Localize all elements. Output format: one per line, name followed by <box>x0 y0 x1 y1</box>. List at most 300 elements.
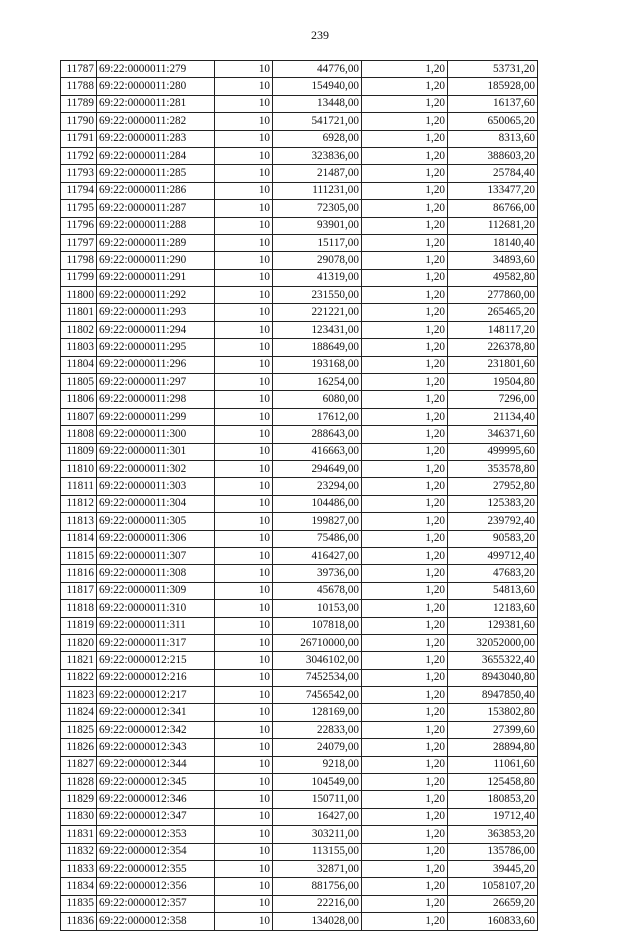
cadastral-number-cell: 69:22:0000012:216 <box>97 669 215 686</box>
row-number-cell: 11794 <box>61 182 97 199</box>
table-row <box>61 200 538 217</box>
table-body <box>61 61 538 931</box>
result-value-cell: 16137,60 <box>448 95 538 112</box>
result-value-cell: 86766,00 <box>448 200 538 217</box>
rate-cell: 10 <box>215 95 273 112</box>
coefficient-cell: 1,20 <box>362 913 448 930</box>
coefficient-cell: 1,20 <box>362 321 448 338</box>
coefficient-cell: 1,20 <box>362 582 448 599</box>
coefficient-cell: 1,20 <box>362 739 448 756</box>
coefficient-cell: 1,20 <box>362 339 448 356</box>
row-number-cell: 11804 <box>61 356 97 373</box>
rate-cell: 10 <box>215 304 273 321</box>
cadastral-number-cell: 69:22:0000011:299 <box>97 408 215 425</box>
coefficient-cell: 1,20 <box>362 826 448 843</box>
cadastral-value-cell: 44776,00 <box>273 61 362 78</box>
cadastral-number-cell: 69:22:0000012:346 <box>97 791 215 808</box>
result-value-cell: 160833,60 <box>448 913 538 930</box>
row-number-cell: 11795 <box>61 200 97 217</box>
result-value-cell: 129381,60 <box>448 617 538 634</box>
cadastral-value-cell: 7456542,00 <box>273 687 362 704</box>
coefficient-cell: 1,20 <box>362 408 448 425</box>
coefficient-cell: 1,20 <box>362 513 448 530</box>
coefficient-cell: 1,20 <box>362 652 448 669</box>
rate-cell: 10 <box>215 78 273 95</box>
coefficient-cell: 1,20 <box>362 304 448 321</box>
table-row <box>61 669 538 686</box>
cadastral-number-cell: 69:22:0000011:293 <box>97 304 215 321</box>
cadastral-number-cell: 69:22:0000011:282 <box>97 113 215 130</box>
result-value-cell: 1058107,20 <box>448 878 538 895</box>
land-value-table <box>60 60 538 931</box>
result-value-cell: 277860,00 <box>448 287 538 304</box>
coefficient-cell: 1,20 <box>362 460 448 477</box>
result-value-cell: 34893,60 <box>448 252 538 269</box>
table-row <box>61 165 538 182</box>
result-value-cell: 28894,80 <box>448 739 538 756</box>
result-value-cell: 226378,80 <box>448 339 538 356</box>
table-row <box>61 878 538 895</box>
table-row <box>61 234 538 251</box>
table-row <box>61 426 538 443</box>
result-value-cell: 353578,80 <box>448 460 538 477</box>
row-number-cell: 11814 <box>61 530 97 547</box>
rate-cell: 10 <box>215 878 273 895</box>
rate-cell: 10 <box>215 860 273 877</box>
cadastral-number-cell: 69:22:0000011:309 <box>97 582 215 599</box>
row-number-cell: 11823 <box>61 687 97 704</box>
cadastral-number-cell: 69:22:0000011:291 <box>97 269 215 286</box>
row-number-cell: 11792 <box>61 147 97 164</box>
result-value-cell: 90583,20 <box>448 530 538 547</box>
table-row <box>61 634 538 651</box>
rate-cell: 10 <box>215 147 273 164</box>
result-value-cell: 185928,00 <box>448 78 538 95</box>
coefficient-cell: 1,20 <box>362 843 448 860</box>
cadastral-value-cell: 193168,00 <box>273 356 362 373</box>
row-number-cell: 11801 <box>61 304 97 321</box>
coefficient-cell: 1,20 <box>362 791 448 808</box>
row-number-cell: 11835 <box>61 895 97 912</box>
rate-cell: 10 <box>215 408 273 425</box>
cadastral-value-cell: 93901,00 <box>273 217 362 234</box>
cadastral-number-cell: 69:22:0000011:311 <box>97 617 215 634</box>
table-row <box>61 130 538 147</box>
row-number-cell: 11829 <box>61 791 97 808</box>
table-row <box>61 78 538 95</box>
result-value-cell: 8943040,80 <box>448 669 538 686</box>
coefficient-cell: 1,20 <box>362 565 448 582</box>
result-value-cell: 18140,40 <box>448 234 538 251</box>
rate-cell: 10 <box>215 687 273 704</box>
cadastral-number-cell: 69:22:0000011:308 <box>97 565 215 582</box>
coefficient-cell: 1,20 <box>362 165 448 182</box>
coefficient-cell: 1,20 <box>362 95 448 112</box>
result-value-cell: 231801,60 <box>448 356 538 373</box>
rate-cell: 10 <box>215 374 273 391</box>
table-row <box>61 182 538 199</box>
result-value-cell: 135786,00 <box>448 843 538 860</box>
rate-cell: 10 <box>215 791 273 808</box>
cadastral-value-cell: 123431,00 <box>273 321 362 338</box>
table-row <box>61 565 538 582</box>
coefficient-cell: 1,20 <box>362 443 448 460</box>
table-row <box>61 721 538 738</box>
table-row <box>61 756 538 773</box>
rate-cell: 10 <box>215 530 273 547</box>
table-row <box>61 339 538 356</box>
cadastral-value-cell: 13448,00 <box>273 95 362 112</box>
coefficient-cell: 1,20 <box>362 147 448 164</box>
cadastral-value-cell: 113155,00 <box>273 843 362 860</box>
cadastral-value-cell: 288643,00 <box>273 426 362 443</box>
cadastral-value-cell: 23294,00 <box>273 478 362 495</box>
cadastral-value-cell: 3046102,00 <box>273 652 362 669</box>
cadastral-number-cell: 69:22:0000011:304 <box>97 495 215 512</box>
rate-cell: 10 <box>215 652 273 669</box>
result-value-cell: 19504,80 <box>448 374 538 391</box>
coefficient-cell: 1,20 <box>362 721 448 738</box>
coefficient-cell: 1,20 <box>362 356 448 373</box>
table-row <box>61 495 538 512</box>
coefficient-cell: 1,20 <box>362 774 448 791</box>
cadastral-number-cell: 69:22:0000011:288 <box>97 217 215 234</box>
cadastral-number-cell: 69:22:0000011:307 <box>97 547 215 564</box>
row-number-cell: 11836 <box>61 913 97 930</box>
coefficient-cell: 1,20 <box>362 426 448 443</box>
cadastral-number-cell: 69:22:0000011:280 <box>97 78 215 95</box>
cadastral-value-cell: 231550,00 <box>273 287 362 304</box>
cadastral-number-cell: 69:22:0000011:317 <box>97 634 215 651</box>
row-number-cell: 11805 <box>61 374 97 391</box>
rate-cell: 10 <box>215 321 273 338</box>
row-number-cell: 11791 <box>61 130 97 147</box>
cadastral-value-cell: 22833,00 <box>273 721 362 738</box>
rate-cell: 10 <box>215 391 273 408</box>
rate-cell: 10 <box>215 704 273 721</box>
table-row <box>61 408 538 425</box>
cadastral-value-cell: 128169,00 <box>273 704 362 721</box>
rate-cell: 10 <box>215 252 273 269</box>
cadastral-number-cell: 69:22:0000011:297 <box>97 374 215 391</box>
row-number-cell: 11817 <box>61 582 97 599</box>
coefficient-cell: 1,20 <box>362 200 448 217</box>
cadastral-value-cell: 22216,00 <box>273 895 362 912</box>
cadastral-value-cell: 294649,00 <box>273 460 362 477</box>
cadastral-value-cell: 75486,00 <box>273 530 362 547</box>
cadastral-value-cell: 107818,00 <box>273 617 362 634</box>
rate-cell: 10 <box>215 460 273 477</box>
row-number-cell: 11809 <box>61 443 97 460</box>
cadastral-number-cell: 69:22:0000011:289 <box>97 234 215 251</box>
rate-cell: 10 <box>215 895 273 912</box>
row-number-cell: 11810 <box>61 460 97 477</box>
result-value-cell: 54813,60 <box>448 582 538 599</box>
cadastral-value-cell: 41319,00 <box>273 269 362 286</box>
table-row <box>61 478 538 495</box>
cadastral-number-cell: 69:22:0000011:295 <box>97 339 215 356</box>
row-number-cell: 11802 <box>61 321 97 338</box>
row-number-cell: 11799 <box>61 269 97 286</box>
table-row <box>61 443 538 460</box>
cadastral-number-cell: 69:22:0000011:292 <box>97 287 215 304</box>
table-row <box>61 808 538 825</box>
row-number-cell: 11798 <box>61 252 97 269</box>
row-number-cell: 11787 <box>61 61 97 78</box>
cadastral-number-cell: 69:22:0000011:310 <box>97 600 215 617</box>
coefficient-cell: 1,20 <box>362 634 448 651</box>
cadastral-value-cell: 16427,00 <box>273 808 362 825</box>
result-value-cell: 3655322,40 <box>448 652 538 669</box>
row-number-cell: 11807 <box>61 408 97 425</box>
result-value-cell: 19712,40 <box>448 808 538 825</box>
result-value-cell: 49582,80 <box>448 269 538 286</box>
result-value-cell: 499995,60 <box>448 443 538 460</box>
table-row <box>61 287 538 304</box>
result-value-cell: 125383,20 <box>448 495 538 512</box>
row-number-cell: 11818 <box>61 600 97 617</box>
coefficient-cell: 1,20 <box>362 860 448 877</box>
table-row <box>61 269 538 286</box>
table-row <box>61 304 538 321</box>
rate-cell: 10 <box>215 513 273 530</box>
cadastral-value-cell: 881756,00 <box>273 878 362 895</box>
cadastral-number-cell: 69:22:0000011:300 <box>97 426 215 443</box>
rate-cell: 10 <box>215 426 273 443</box>
table-row <box>61 913 538 930</box>
rate-cell: 10 <box>215 443 273 460</box>
rate-cell: 10 <box>215 565 273 582</box>
row-number-cell: 11820 <box>61 634 97 651</box>
cadastral-number-cell: 69:22:0000011:283 <box>97 130 215 147</box>
row-number-cell: 11806 <box>61 391 97 408</box>
cadastral-number-cell: 69:22:0000012:217 <box>97 687 215 704</box>
rate-cell: 10 <box>215 495 273 512</box>
table-row <box>61 217 538 234</box>
coefficient-cell: 1,20 <box>362 895 448 912</box>
rate-cell: 10 <box>215 617 273 634</box>
row-number-cell: 11797 <box>61 234 97 251</box>
table-row <box>61 791 538 808</box>
table-row <box>61 356 538 373</box>
cadastral-number-cell: 69:22:0000012:356 <box>97 878 215 895</box>
table-row <box>61 617 538 634</box>
cadastral-value-cell: 21487,00 <box>273 165 362 182</box>
cadastral-value-cell: 29078,00 <box>273 252 362 269</box>
cadastral-number-cell: 69:22:0000011:306 <box>97 530 215 547</box>
cadastral-value-cell: 104549,00 <box>273 774 362 791</box>
row-number-cell: 11832 <box>61 843 97 860</box>
cadastral-value-cell: 10153,00 <box>273 600 362 617</box>
rate-cell: 10 <box>215 774 273 791</box>
cadastral-value-cell: 111231,00 <box>273 182 362 199</box>
cadastral-number-cell: 69:22:0000011:303 <box>97 478 215 495</box>
cadastral-value-cell: 104486,00 <box>273 495 362 512</box>
row-number-cell: 11834 <box>61 878 97 895</box>
coefficient-cell: 1,20 <box>362 617 448 634</box>
table-row <box>61 321 538 338</box>
coefficient-cell: 1,20 <box>362 130 448 147</box>
row-number-cell: 11826 <box>61 739 97 756</box>
row-number-cell: 11819 <box>61 617 97 634</box>
cadastral-number-cell: 69:22:0000012:343 <box>97 739 215 756</box>
coefficient-cell: 1,20 <box>362 530 448 547</box>
rate-cell: 10 <box>215 600 273 617</box>
cadastral-value-cell: 32871,00 <box>273 860 362 877</box>
cadastral-number-cell: 69:22:0000011:298 <box>97 391 215 408</box>
coefficient-cell: 1,20 <box>362 287 448 304</box>
cadastral-number-cell: 69:22:0000011:302 <box>97 460 215 477</box>
row-number-cell: 11811 <box>61 478 97 495</box>
result-value-cell: 7296,00 <box>448 391 538 408</box>
row-number-cell: 11793 <box>61 165 97 182</box>
coefficient-cell: 1,20 <box>362 669 448 686</box>
cadastral-number-cell: 69:22:0000011:281 <box>97 95 215 112</box>
table-row <box>61 895 538 912</box>
row-number-cell: 11824 <box>61 704 97 721</box>
cadastral-value-cell: 134028,00 <box>273 913 362 930</box>
table-row <box>61 826 538 843</box>
coefficient-cell: 1,20 <box>362 391 448 408</box>
rate-cell: 10 <box>215 269 273 286</box>
cadastral-value-cell: 17612,00 <box>273 408 362 425</box>
table-row <box>61 687 538 704</box>
row-number-cell: 11830 <box>61 808 97 825</box>
row-number-cell: 11831 <box>61 826 97 843</box>
cadastral-value-cell: 541721,00 <box>273 113 362 130</box>
cadastral-number-cell: 69:22:0000011:290 <box>97 252 215 269</box>
row-number-cell: 11800 <box>61 287 97 304</box>
row-number-cell: 11803 <box>61 339 97 356</box>
cadastral-value-cell: 303211,00 <box>273 826 362 843</box>
coefficient-cell: 1,20 <box>362 113 448 130</box>
cadastral-number-cell: 69:22:0000011:285 <box>97 165 215 182</box>
rate-cell: 10 <box>215 808 273 825</box>
coefficient-cell: 1,20 <box>362 61 448 78</box>
row-number-cell: 11827 <box>61 756 97 773</box>
cadastral-number-cell: 69:22:0000011:301 <box>97 443 215 460</box>
cadastral-value-cell: 45678,00 <box>273 582 362 599</box>
table-row <box>61 530 538 547</box>
rate-cell: 10 <box>215 61 273 78</box>
row-number-cell: 11788 <box>61 78 97 95</box>
table-row <box>61 374 538 391</box>
result-value-cell: 125458,80 <box>448 774 538 791</box>
table-row <box>61 704 538 721</box>
row-number-cell: 11825 <box>61 721 97 738</box>
rate-cell: 10 <box>215 165 273 182</box>
cadastral-number-cell: 69:22:0000012:345 <box>97 774 215 791</box>
rate-cell: 10 <box>215 200 273 217</box>
row-number-cell: 11796 <box>61 217 97 234</box>
result-value-cell: 47683,20 <box>448 565 538 582</box>
rate-cell: 10 <box>215 721 273 738</box>
coefficient-cell: 1,20 <box>362 217 448 234</box>
cadastral-number-cell: 69:22:0000012:358 <box>97 913 215 930</box>
cadastral-number-cell: 69:22:0000012:344 <box>97 756 215 773</box>
cadastral-number-cell: 69:22:0000011:305 <box>97 513 215 530</box>
rate-cell: 10 <box>215 756 273 773</box>
result-value-cell: 53731,20 <box>448 61 538 78</box>
table-row <box>61 252 538 269</box>
table-row <box>61 582 538 599</box>
cadastral-number-cell: 69:22:0000011:294 <box>97 321 215 338</box>
row-number-cell: 11789 <box>61 95 97 112</box>
cadastral-value-cell: 188649,00 <box>273 339 362 356</box>
rate-cell: 10 <box>215 547 273 564</box>
row-number-cell: 11808 <box>61 426 97 443</box>
result-value-cell: 11061,60 <box>448 756 538 773</box>
result-value-cell: 499712,40 <box>448 547 538 564</box>
table-row <box>61 774 538 791</box>
cadastral-value-cell: 323836,00 <box>273 147 362 164</box>
cadastral-value-cell: 24079,00 <box>273 739 362 756</box>
result-value-cell: 363853,20 <box>448 826 538 843</box>
result-value-cell: 112681,20 <box>448 217 538 234</box>
table-row <box>61 61 538 78</box>
result-value-cell: 27399,60 <box>448 721 538 738</box>
coefficient-cell: 1,20 <box>362 547 448 564</box>
cadastral-value-cell: 416427,00 <box>273 547 362 564</box>
cadastral-value-cell: 150711,00 <box>273 791 362 808</box>
coefficient-cell: 1,20 <box>362 478 448 495</box>
coefficient-cell: 1,20 <box>362 252 448 269</box>
result-value-cell: 39445,20 <box>448 860 538 877</box>
coefficient-cell: 1,20 <box>362 374 448 391</box>
result-value-cell: 25784,40 <box>448 165 538 182</box>
table-row <box>61 860 538 877</box>
result-value-cell: 8313,60 <box>448 130 538 147</box>
result-value-cell: 180853,20 <box>448 791 538 808</box>
row-number-cell: 11833 <box>61 860 97 877</box>
coefficient-cell: 1,20 <box>362 756 448 773</box>
cadastral-number-cell: 69:22:0000011:284 <box>97 147 215 164</box>
row-number-cell: 11815 <box>61 547 97 564</box>
coefficient-cell: 1,20 <box>362 78 448 95</box>
table-row <box>61 391 538 408</box>
coefficient-cell: 1,20 <box>362 182 448 199</box>
result-value-cell: 650065,20 <box>448 113 538 130</box>
result-value-cell: 265465,20 <box>448 304 538 321</box>
rate-cell: 10 <box>215 182 273 199</box>
cadastral-number-cell: 69:22:0000011:286 <box>97 182 215 199</box>
table-row <box>61 95 538 112</box>
rate-cell: 10 <box>215 739 273 756</box>
cadastral-value-cell: 199827,00 <box>273 513 362 530</box>
cadastral-number-cell: 69:22:0000012:355 <box>97 860 215 877</box>
rate-cell: 10 <box>215 130 273 147</box>
cadastral-number-cell: 69:22:0000012:347 <box>97 808 215 825</box>
cadastral-value-cell: 39736,00 <box>273 565 362 582</box>
rate-cell: 10 <box>215 356 273 373</box>
rate-cell: 10 <box>215 234 273 251</box>
result-value-cell: 27952,80 <box>448 478 538 495</box>
result-value-cell: 133477,20 <box>448 182 538 199</box>
cadastral-number-cell: 69:22:0000012:341 <box>97 704 215 721</box>
cadastral-value-cell: 7452534,00 <box>273 669 362 686</box>
result-value-cell: 153802,80 <box>448 704 538 721</box>
rate-cell: 10 <box>215 339 273 356</box>
cadastral-value-cell: 16254,00 <box>273 374 362 391</box>
rate-cell: 10 <box>215 843 273 860</box>
result-value-cell: 21134,40 <box>448 408 538 425</box>
cadastral-number-cell: 69:22:0000012:354 <box>97 843 215 860</box>
coefficient-cell: 1,20 <box>362 704 448 721</box>
coefficient-cell: 1,20 <box>362 878 448 895</box>
coefficient-cell: 1,20 <box>362 687 448 704</box>
result-value-cell: 346371,60 <box>448 426 538 443</box>
result-value-cell: 8947850,40 <box>448 687 538 704</box>
